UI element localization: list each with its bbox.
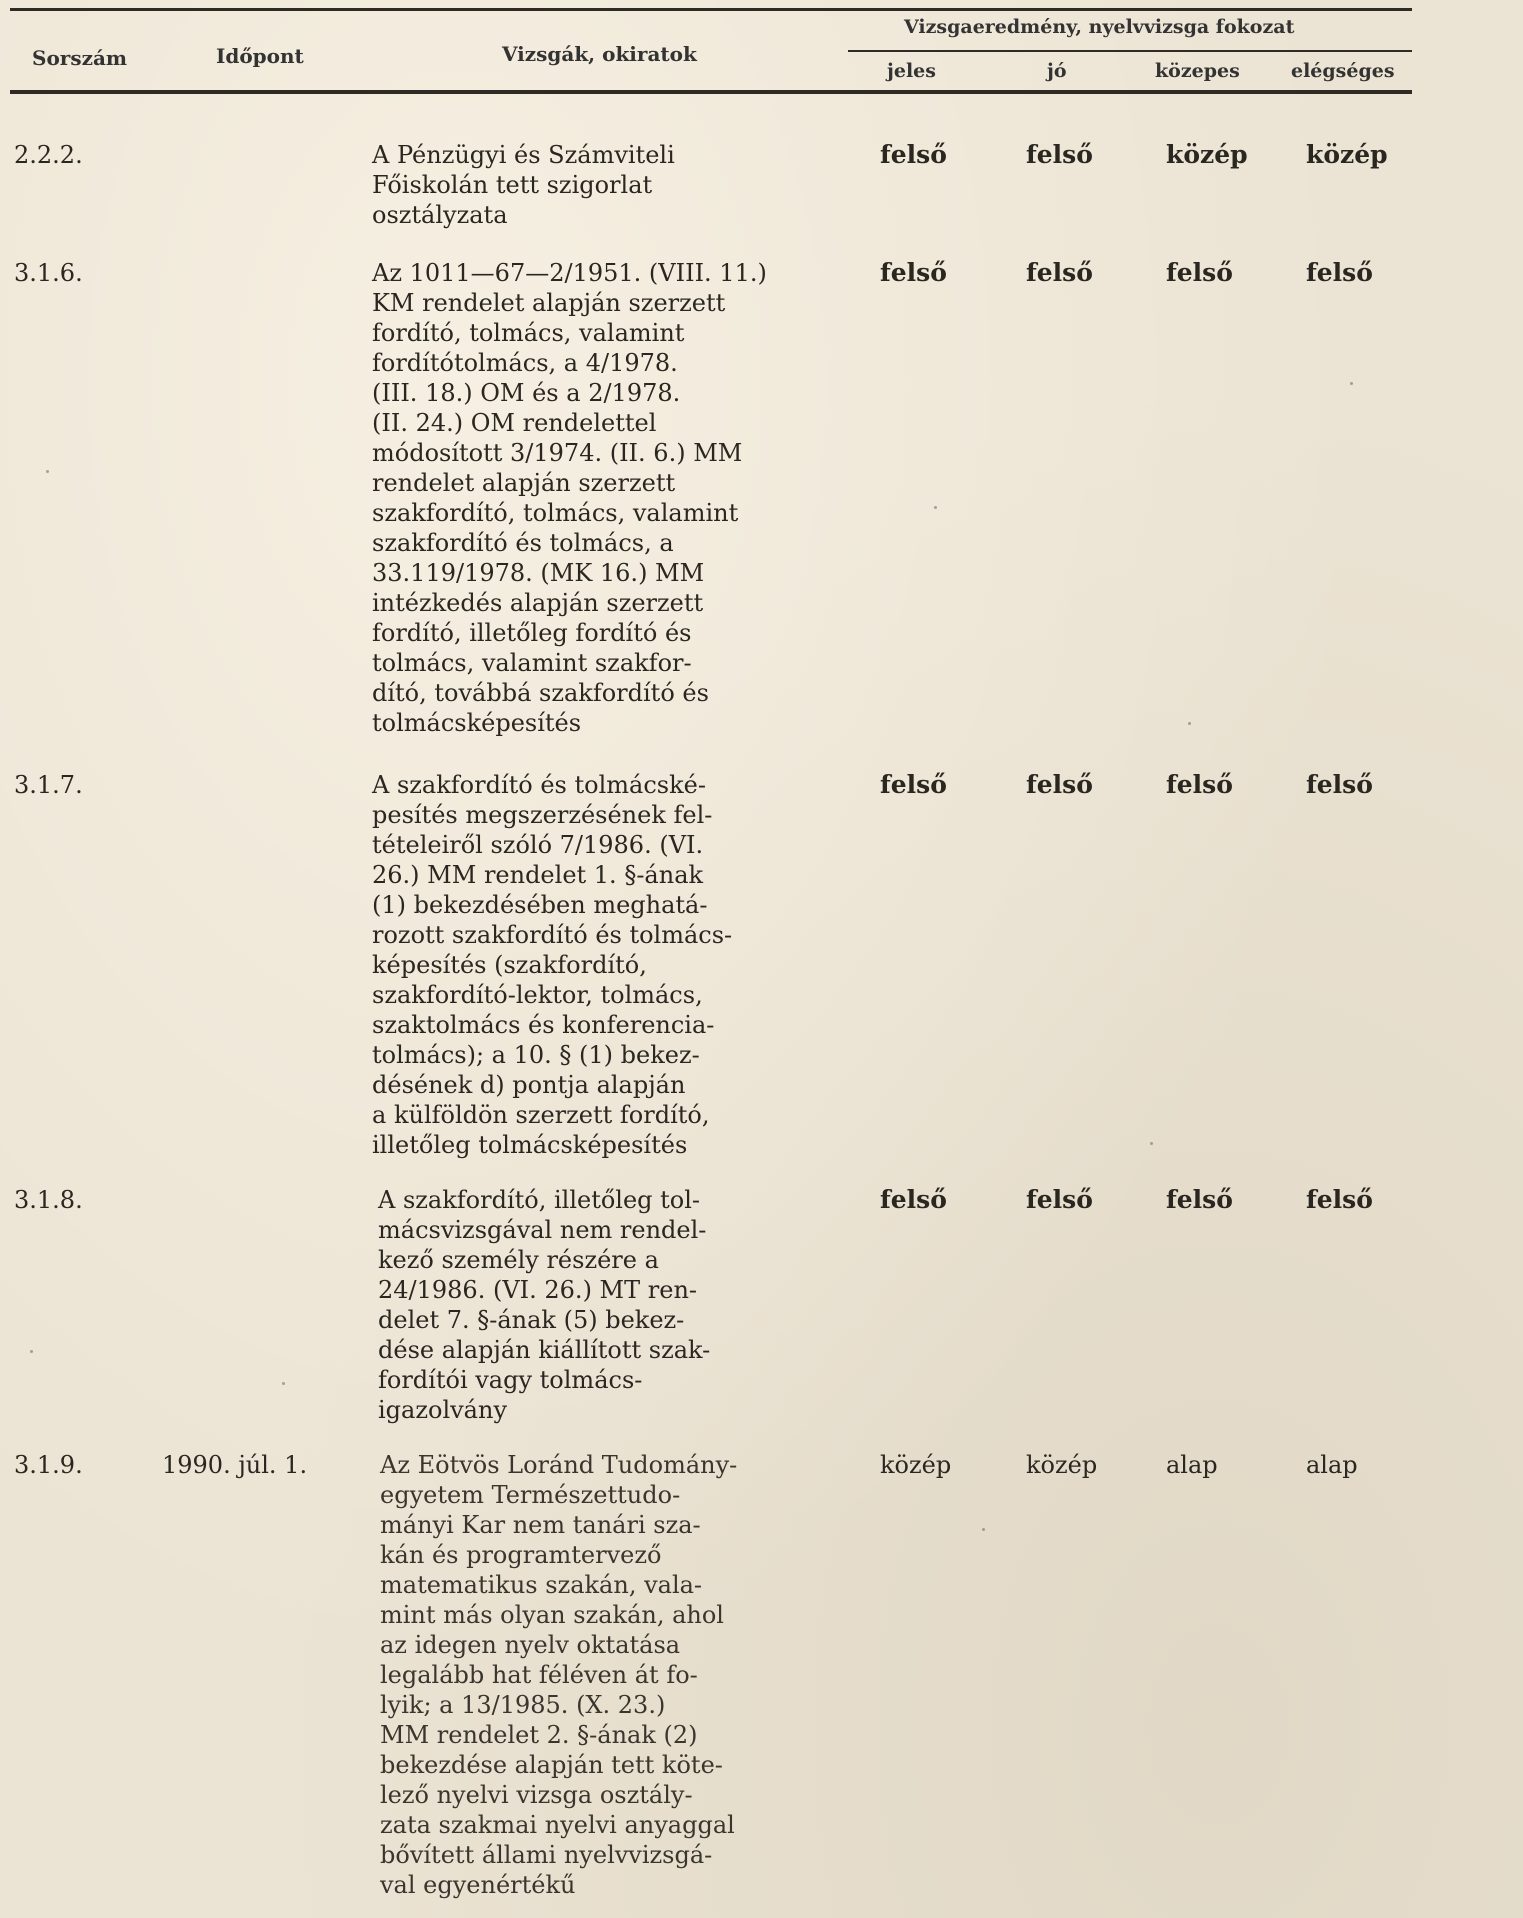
- grade-group-rule: [848, 50, 1412, 52]
- grade-jeles: közép: [880, 1451, 952, 1479]
- grade-kozepes: felső: [1166, 258, 1233, 287]
- header-idopont: Időpont: [216, 44, 304, 68]
- header-grade-jeles: jeles: [887, 60, 936, 82]
- grade-elegseges: közép: [1306, 140, 1388, 169]
- row-number: 2.2.2.: [14, 141, 83, 169]
- row-description: A szakfordító és tolmácské- pesítés megszerzésének fel- tételeiről szóló 7/1986. (VI. 26.) MM rendelet 1. §-ának (1) bekezdésében meghatá- rozott szakfordító és tolmács- képesítés (szakfordító, szakfordító-lektor, tolmács, szaktolmács és konferencia- tolmács); a 10. § (1) bekez- désének d) pontja alapján a külföldön szerzett fordító, illetőleg tolmácsképesítés: [372, 771, 733, 1159]
- row-description: A Pénzügyi és Számviteli Főiskolán tett szigorlat osztályzata: [372, 141, 675, 229]
- row-description: Az 1011—67—2/1951. (VIII. 11.) KM rendelet alapján szerzett fordító, tolmács, valamint fordítótolmács, a 4/1978. (III. 18.) OM és a 2/1978. (II. 24.) OM rendelettel módosított 3/1974. (II. 6.) MM rendelet alapján szerzett szakfordító, tolmács, valamint szakfordító és tolmács, a 33.119/1978. (MK 16.) MM intézkedés alapján szerzett fordító, illetőleg fordító és tolmács, valamint szakfor- dító, továbbá szakfordító és tolmácsképesítés: [372, 259, 767, 737]
- grade-elegseges: felső: [1306, 1185, 1373, 1214]
- scan-speck: [46, 470, 49, 473]
- grade-jo: közép: [1026, 1451, 1098, 1479]
- grade-jo: felső: [1026, 770, 1093, 799]
- table-top-rule: [10, 8, 1412, 11]
- grade-kozepes: felső: [1166, 1185, 1233, 1214]
- row-number: 3.1.7.: [14, 771, 83, 799]
- row-description: A szakfordító, illetőleg tol- mácsvizsgával nem rendel- kező személy részére a 24/1986. (VI. 26.) MT ren- delet 7. §-ának (5) bekez- dése alapján kiállított szak- fordítói vagy tolmács- igazolvány: [378, 1186, 711, 1424]
- grade-jeles: felső: [880, 770, 947, 799]
- grade-kozepes: felső: [1166, 770, 1233, 799]
- scan-speck: [1350, 382, 1353, 385]
- grade-jo: felső: [1026, 1185, 1093, 1214]
- header-vizsgak-okiratok: Vizsgák, okiratok: [502, 42, 697, 66]
- header-grade-kozepes: közepes: [1155, 60, 1240, 82]
- grade-kozepes: közép: [1166, 140, 1248, 169]
- row-number: 3.1.6.: [14, 259, 83, 287]
- grade-jeles: felső: [880, 1185, 947, 1214]
- header-grade-elegseges: elégséges: [1291, 60, 1395, 82]
- row-number: 3.1.8.: [14, 1186, 83, 1214]
- scan-speck: [934, 506, 937, 509]
- grade-elegseges: alap: [1306, 1451, 1358, 1479]
- grade-elegseges: felső: [1306, 770, 1373, 799]
- table-header-bottom-rule: [10, 90, 1412, 94]
- scan-speck: [982, 1528, 985, 1531]
- scan-speck: [30, 1350, 33, 1353]
- grade-jeles: felső: [880, 258, 947, 287]
- row-number: 3.1.9.: [14, 1451, 83, 1479]
- grade-jo: felső: [1026, 258, 1093, 287]
- grade-jeles: felső: [880, 140, 947, 169]
- header-grade-jo: jó: [1047, 60, 1067, 82]
- scan-speck: [282, 1382, 285, 1385]
- grade-elegseges: felső: [1306, 258, 1373, 287]
- header-sorszam: Sorszám: [32, 46, 128, 70]
- header-grade-group: Vizsgaeredmény, nyelvvizsga fokozat: [904, 16, 1295, 38]
- grade-jo: felső: [1026, 140, 1093, 169]
- row-date: 1990. júl. 1.: [162, 1451, 308, 1479]
- grade-kozepes: alap: [1166, 1451, 1218, 1479]
- row-description: Az Eötvös Loránd Tudomány- egyetem Természettudo- mányi Kar nem tanári sza- kán és programtervező matematikus szakán, vala- mint más olyan szakán, ahol az idegen nyelv oktatása legalább hat féléven át fo- lyik; a 13/1985. (X. 23.) MM rendelet 2. §-ának (2) bekezdése alapján tett köte- lező nyelvi vizsga osztály- zata szakmai nyelvi anyaggal bővített állami nyelvvizsgá- val egyenértékű: [380, 1451, 738, 1899]
- scan-speck: [1150, 1142, 1153, 1145]
- scan-speck: [1188, 722, 1191, 725]
